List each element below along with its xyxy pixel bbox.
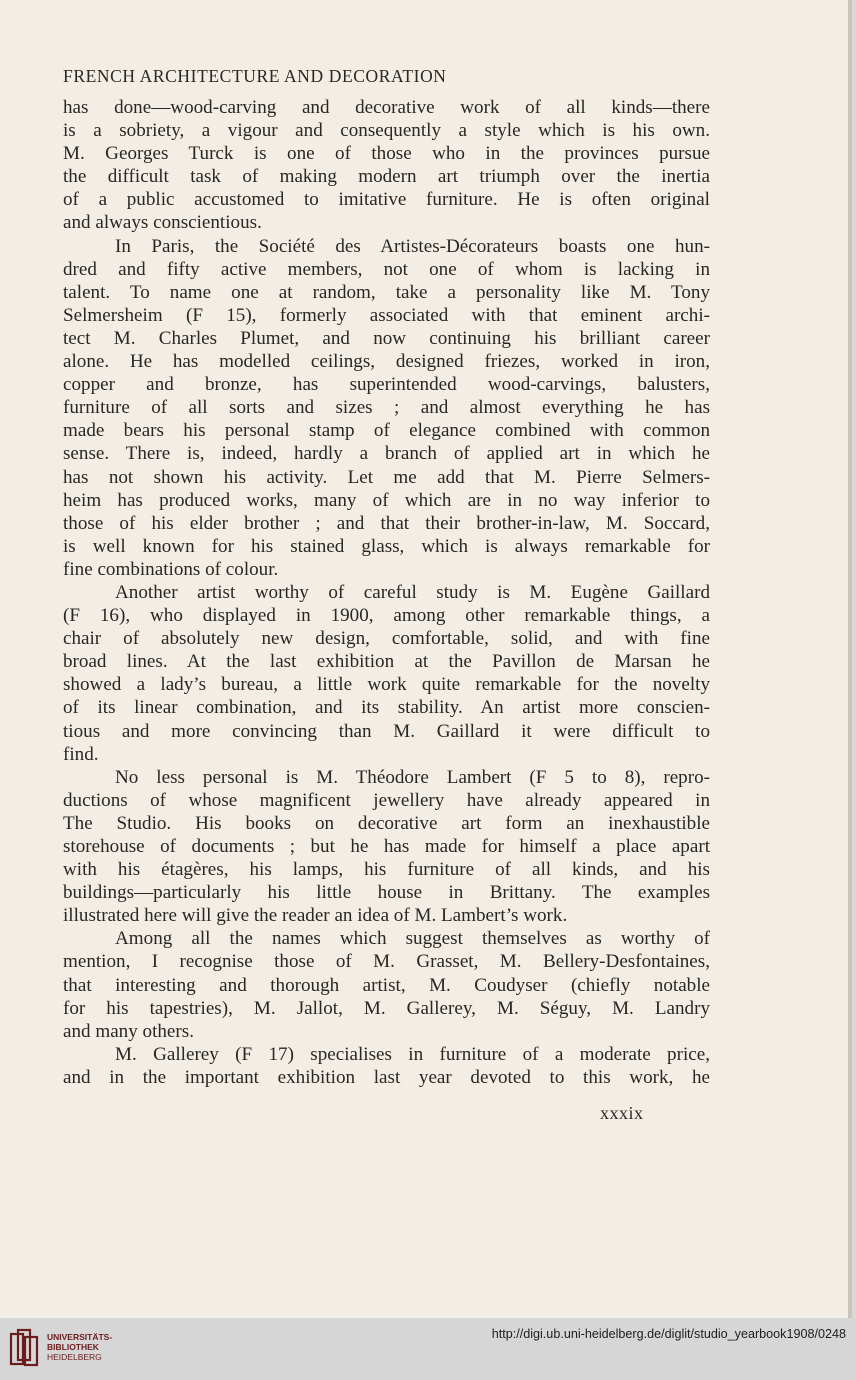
logo-line-1: UNIVERSITÄTS-	[47, 1332, 113, 1342]
page-number: xxxix	[600, 1103, 644, 1123]
text-line: and many others.	[63, 1020, 194, 1042]
text-line: No less personal is M. Théodore Lambert (F 5 to 8), repro-	[115, 766, 710, 788]
text-line: mention, I recognise those of M. Grasset, M. Bellery-Desfontaines,	[63, 951, 710, 973]
text-line: with his étagères, his lamps, his furniture of all kinds, and his	[63, 859, 710, 881]
text-line: copper and bronze, has superintended wood-carvings, balusters,	[63, 374, 710, 396]
text-line: Among all the names which suggest themselves as worthy of	[115, 928, 710, 950]
text-line: illustrated here will give the reader an idea of M. Lambert’s work.	[63, 905, 568, 927]
text-line: has done—wood-carving and decorative work of all kinds—there	[63, 97, 710, 118]
text-line: talent. To name one at random, take a personality like M. Tony	[63, 281, 710, 303]
text-line: the difficult task of making modern art triumph over the inertia	[63, 166, 710, 188]
text-line: tious and more convincing than M. Gaillard it were difficult to	[63, 720, 710, 742]
text-line: chair of absolutely new design, comfortable, solid, and with fine	[63, 628, 710, 650]
text-line: ductions of whose magnificent jewellery have already appeared in	[63, 789, 710, 811]
footer-bar	[0, 1318, 856, 1380]
text-line: storehouse of documents ; but he has made for himself a place apart	[63, 836, 710, 857]
text-line: Another artist worthy of careful study is M. Eugène Gaillard	[115, 581, 710, 603]
text-line: those of his elder brother ; and that their brother-in-law, M. Soccard,	[63, 512, 710, 534]
text-line: of its linear combination, and its stability. An artist more conscien-	[63, 697, 710, 719]
logo-line-2: BIBLIOTHEK	[47, 1342, 99, 1352]
text-line: showed a lady’s bureau, a little work quite remarkable for the novelty	[63, 674, 710, 696]
text-line: In Paris, the Société des Artistes-Décorateurs boasts one hun-	[115, 235, 710, 257]
text-line: broad lines. At the last exhibition at the Pavillon de Marsan he	[63, 651, 710, 673]
text-line: and always conscientious.	[63, 212, 262, 234]
text-line: (F 16), who displayed in 1900, among other remarkable things, a	[63, 605, 710, 627]
text-line: of a public accustomed to imitative furniture. He is often original	[63, 189, 710, 211]
text-line: alone. He has modelled ceilings, designed friezes, worked in iron,	[63, 351, 710, 373]
text-line: M. Georges Turck is one of those who in the provinces pursue	[63, 143, 710, 165]
text-line: is a sobriety, a vigour and consequently a style which is his own.	[63, 120, 710, 142]
source-url-link[interactable]: http://digi.ub.uni-heidelberg.de/diglit/studio_yearbook1908/0248	[491, 1327, 846, 1341]
text-line: heim has produced works, many of which are in no way inferior to	[63, 489, 710, 511]
text-line: and in the important exhibition last year devoted to this work, he	[63, 1066, 710, 1088]
text-line: find.	[63, 743, 99, 765]
running-head: FRENCH ARCHITECTURE AND DECORATION	[63, 66, 447, 86]
library-logo-icon	[8, 1328, 40, 1368]
text-line: buildings—particularly his little house in Brittany. The examples	[63, 882, 710, 904]
text-line: The Studio. His books on decorative art form an inexhaustible	[63, 812, 710, 834]
text-line: sense. There is, indeed, hardly a branch of applied art in which he	[63, 443, 710, 465]
text-line: dred and fifty active members, not one of whom is lacking in	[63, 258, 710, 280]
text-line: Selmersheim (F 15), formerly associated with that eminent archi-	[63, 304, 710, 326]
body-text	[63, 96, 710, 1089]
text-line: M. Gallerey (F 17) specialises in furniture of a moderate price,	[115, 1043, 710, 1065]
text-line: furniture of all sorts and sizes ; and almost everything he has	[63, 397, 710, 419]
page-edge	[848, 0, 852, 1318]
text-line: is well known for his stained glass, which is always remarkable for	[63, 535, 710, 557]
library-logo-text	[47, 1332, 112, 1362]
text-line: that interesting and thorough artist, M. Coudyser (chiefly notable	[63, 974, 710, 996]
text-line: for his tapestries), M. Jallot, M. Gallerey, M. Séguy, M. Landry	[63, 997, 710, 1019]
logo-line-3: HEIDELBERG	[47, 1352, 102, 1362]
text-line: fine combinations of colour.	[63, 558, 279, 580]
text-line: made bears his personal stamp of elegance combined with common	[63, 420, 710, 442]
text-line: has not shown his activity. Let me add that M. Pierre Selmers-	[63, 466, 710, 488]
text-line: tect M. Charles Plumet, and now continuing his brilliant career	[63, 327, 710, 349]
